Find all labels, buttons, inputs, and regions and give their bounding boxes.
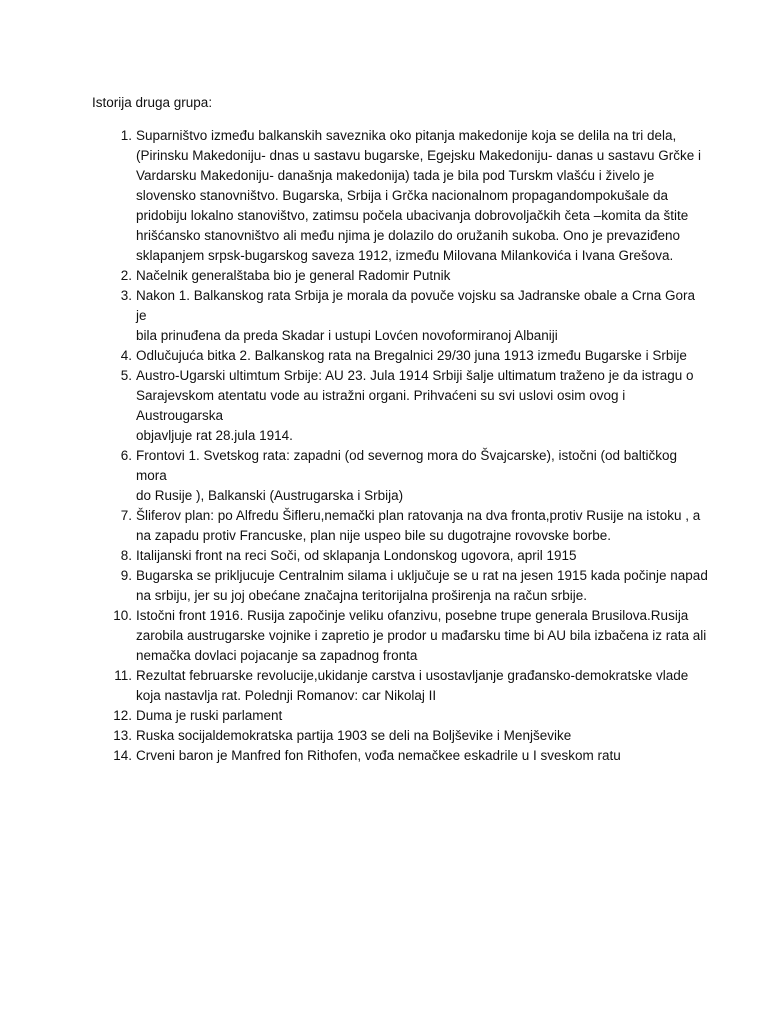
numbered-list bbox=[0, 126, 768, 766]
list-item bbox=[0, 546, 768, 566]
list-item-number: 12. bbox=[113, 708, 132, 723]
list-item bbox=[0, 126, 768, 266]
list-item-text: Rezultat februarske revolucije,ukidanje carstva i usostavljanje građansko-demokratske vlade koja nastavlja rat. Polednji Romanov: car Nikolaj II bbox=[136, 668, 689, 703]
list-item-number: 8. bbox=[120, 548, 132, 563]
list-item bbox=[0, 666, 768, 706]
list-item-number: 10. bbox=[113, 608, 132, 623]
list-item-text: Načelnik generalštaba bio je general Radomir Putnik bbox=[136, 268, 451, 283]
list-item-text: Crveni baron je Manfred fon Rithofen, vođa nemačkee eskadrile u I sveskom ratu bbox=[136, 748, 621, 763]
list-item-text: Odlučujuća bitka 2. Balkanskog rata na Bregalnici 29/30 juna 1913 između Bugarske i Srbije bbox=[136, 348, 687, 363]
list-item-number: 13. bbox=[113, 728, 132, 743]
document-title: Istorija druga grupa: bbox=[92, 95, 213, 110]
list-item-text: Istočni front 1916. Rusija započinje veliku ofanzivu, posebne trupe generala Brusilova.Rusija zarobila austrugarske vojnike i zapretio je prodor u mađarsku time bi AU bila izbačena iz rata ali nemačka dovlaci pojacanje sa zapadnog fronta bbox=[136, 608, 707, 663]
list-item bbox=[0, 706, 768, 726]
list-item bbox=[0, 446, 768, 506]
list-item-number: 1. bbox=[120, 128, 132, 143]
list-item-text: Frontovi 1. Svetskog rata: zapadni (od severnog mora do Švajcarske), istočni (od baltičkog mora do Rusije ), Balkanski (Austrugarska i Srbija) bbox=[136, 448, 678, 503]
list-item-number: 6. bbox=[120, 448, 132, 463]
list-item bbox=[0, 566, 768, 606]
list-item bbox=[0, 346, 768, 366]
list-item bbox=[0, 506, 768, 546]
list-item-text: Ruska socijaldemokratska partija 1903 se deli na Boljševike i Menjševike bbox=[136, 728, 572, 743]
list-item-number: 9. bbox=[120, 568, 132, 583]
list-item-text: Italijanski front na reci Soči, od sklapanja Londonskog ugovora, april 1915 bbox=[136, 548, 577, 563]
list-item bbox=[0, 286, 768, 346]
list-item-number: 4. bbox=[120, 348, 132, 363]
list-item bbox=[0, 746, 768, 766]
list-item-text: Nakon 1. Balkanskog rata Srbija je morala da povuče vojsku sa Jadranske obale a Crna Gora je bila prinuđena da preda Skadar i ustupi Lovćen novoformiranoj Albaniji bbox=[136, 288, 696, 343]
list-item-text: Bugarska se prikljucuje Centralnim silama i uključuje se u rat na jesen 1915 kada počinje napad na srbiju, jer su joj obećane značajna teritorijalna proširenja na račun srbije. bbox=[136, 568, 708, 603]
list-item-number: 5. bbox=[120, 368, 132, 383]
list-item-number: 14. bbox=[113, 748, 132, 763]
list-item-text: Suparništvo između balkanskih saveznika oko pitanja makedonije koja se delila na tri dela, (Pirinsku Makedoniju- dnas u sastavu bugarske, Egejsku Makedoniju- danas u sastavu Grčke i Vardarsku Makedoniju- današnja makedonija) tada je bila pod Turskm vlašću i živelo je slovensko stanovništvo. Bugarska, Srbija i Grčka nacionalnom propagandompokušale da pridobiju lokalno stanovištvo, zatimsu počela ubacivanja dobrovoljačkih četa –komita da štite hrišćansko stanovništvo ali među njima je dolazilo do oružanih sukoba. Ono je prevaziđeno sklapanjem srpsk-bugarskog saveza 1912, između Milovana Milankovića i Ivana Grešova. bbox=[136, 128, 702, 263]
list-item bbox=[0, 726, 768, 746]
list-item-number: 2. bbox=[120, 268, 132, 283]
list-item-number: 3. bbox=[120, 288, 132, 303]
list-item-number: 7. bbox=[120, 508, 132, 523]
list-item-text: Austro-Ugarski ultimtum Srbije: AU 23. Jula 1914 Srbiji šalje ultimatum traženo je da istragu o Sarajevskom atentatu vode au istražni organi. Prihvaćeni su svi uslovi osim ovog i Austrougarska objavljuje rat 28.jula 1914. bbox=[136, 368, 694, 443]
list-item bbox=[0, 366, 768, 446]
list-item bbox=[0, 606, 768, 666]
list-item-text: Šliferov plan: po Alfredu Šifleru,nemački plan ratovanja na dva fronta,protiv Rusije na istoku , a na zapadu protiv Francuske, plan nije uspeo bile su dugotrajne rovovske borbe. bbox=[136, 508, 701, 543]
list-item-text: Duma je ruski parlament bbox=[136, 708, 283, 723]
list-item-number: 11. bbox=[114, 668, 132, 683]
list-item bbox=[0, 266, 768, 286]
